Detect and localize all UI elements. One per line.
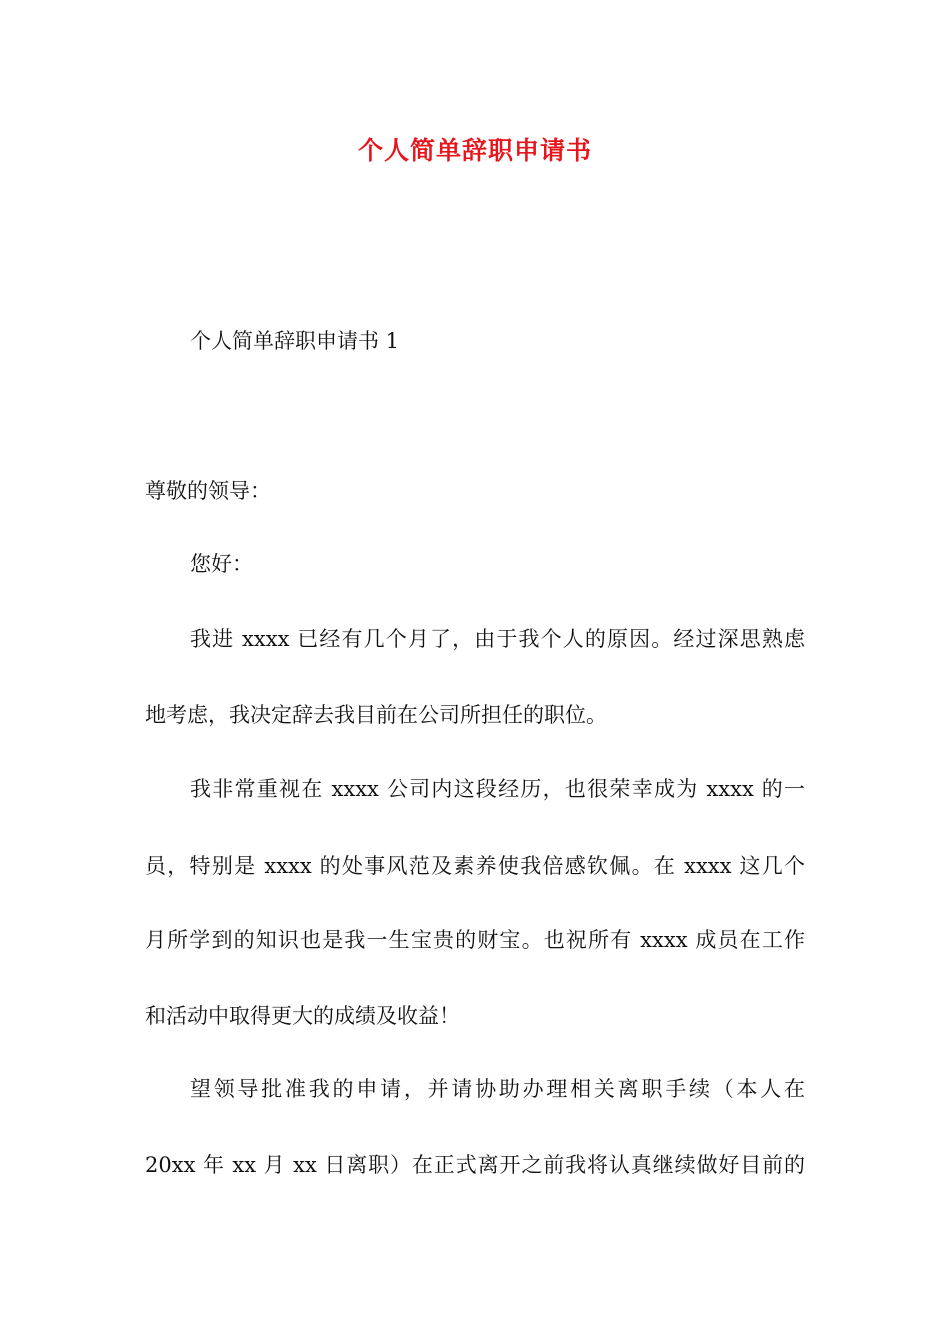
body-line-1: 我进 xxxx 已经有几个月了，由于我个人的原因。经过深思熟虑: [190, 627, 805, 651]
body-line-2: 地考虑，我决定辞去我目前在公司所担任的职位。: [145, 703, 607, 727]
body-line-5: 月所学到的知识也是我一生宝贵的财宝。也祝所有 xxxx 成员在工作: [145, 928, 805, 952]
body-line-3: 我非常重视在 xxxx 公司内这段经历，也很荣幸成为 xxxx 的一: [190, 777, 805, 801]
body-line-6: 和活动中取得更大的成绩及收益！: [145, 1004, 460, 1028]
letter-subheading: 个人简单辞职申请书 1: [190, 329, 400, 353]
body-line-4: 员，特别是 xxxx 的处事风范及素养使我倍感钦佩。在 xxxx 这几个: [145, 854, 805, 878]
greeting: 您好：: [190, 552, 253, 576]
body-line-7: 望领导批准我的申请，并请协助办理相关离职手续（本人在: [190, 1077, 805, 1101]
body-line-8: 20xx 年 xx 月 xx 日离职）在正式离开之前我将认真继续做好目前的: [145, 1153, 805, 1177]
salutation: 尊敬的领导：: [145, 479, 271, 503]
document-title: 个人简单辞职申请书: [357, 136, 592, 165]
